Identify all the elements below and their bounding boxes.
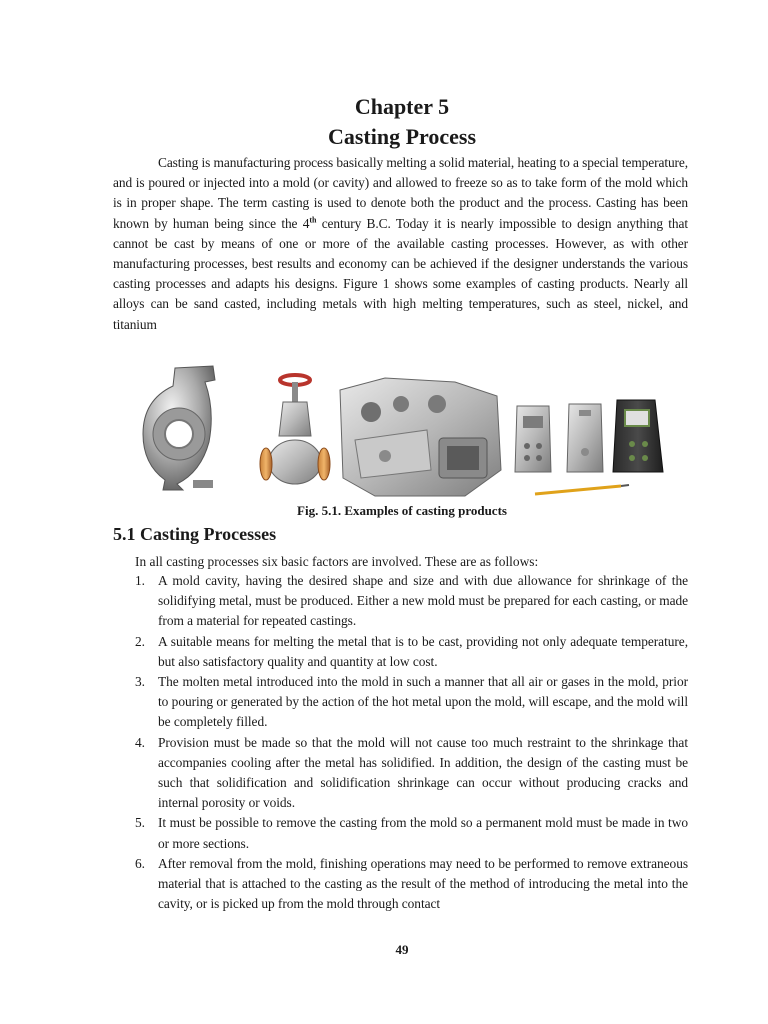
pen-image [535,485,629,494]
section-heading: 5.1 Casting Processes [113,524,277,544]
intro-text-part2: century B.C. Today it is nearly impossible to design anything that cannot be cast by means of one or more of the available casting processes. However, as with other manufacturing processes, best results and economy can be achieved if the designer understands the various casting processes and adapts his designs. Figure 1 shows some examples of casting products. Nearly all alloys can be sand casted, including metals with high melting temperatures, such as steel, nickel, and titanium [113,215,688,332]
list-item [135,672,688,733]
list-item-number: 1. [135,573,145,588]
figure-caption: Fig. 5.1. Examples of casting products [297,503,507,518]
list-item [135,854,688,915]
casting-products-image [135,360,675,500]
list-item-text: Provision must be made so that the mold will not cause too much restraint to the shrinkage that accompanies cooling after the metal has solidified. In addition, the design of the casting must be such that solidification and solidification shrinkage can occur without producing cracks and internal porosity or voids. [158,734,688,811]
factor-list [135,571,688,914]
intro-paragraph [113,153,688,335]
chapter-number: Chapter 5 [354,94,450,119]
chapter-title: Casting Process [327,124,477,149]
list-item-text: It must be possible to remove the casting from the mold so a permanent mold must be made in two or more sections. [158,815,688,851]
list-item [135,733,688,814]
casting-products-figure [135,360,675,500]
pump-casing-image [143,366,215,490]
engine-block-image [340,378,501,496]
list-item [135,571,688,632]
list-item-number: 2. [135,633,145,649]
ordinal-superscript: th [309,215,317,225]
list-item-number: 4. [135,734,145,750]
list-item-text: The molten metal introduced into the mold in such a manner that all air or gases in the mold, prior to pouring or generated by the action of the hot metal upon the mold, will escape, and the mold will be completely filled. [158,674,688,730]
page-number: 49 [395,942,409,957]
list-item-number: 3. [135,674,145,690]
device-housings-image [515,400,663,472]
list-item-number: 6. [135,855,145,871]
list-item [135,813,688,853]
list-item-text: A mold cavity, having the desired shape and size and with due allowance for shrinkage of the solidifying metal, must be produced. Either a new mold must be prepared for each casting, or made from a material for repeated castings. [158,573,688,629]
list-item-number: 5. [135,815,145,831]
section-intro: In all casting processes six basic factors are involved. These are as follows: [135,554,539,569]
gate-valve-image [260,375,330,484]
list-item [135,632,688,672]
list-item-text: After removal from the mold, finishing operations may need to be performed to remove extraneous material that is attached to the casting as the result of the method of introducing the metal into the cavity, or is picked up from the mold through contact [158,855,688,912]
list-item-text: A suitable means for melting the metal that is to be cast, providing not only adequate temperature, but also satisfactory quality and quantity at low cost. [158,633,688,669]
intro-text-part1: Casting is manufacturing process basically melting a solid material, heating to a special temperature, and is poured or injected into a mold (or cavity) and allowed to freeze so as to take form of the mold which is in proper shape. The term casting is used to denote both the product and the process. Casting has been known by human being since the 4 [113,155,688,231]
